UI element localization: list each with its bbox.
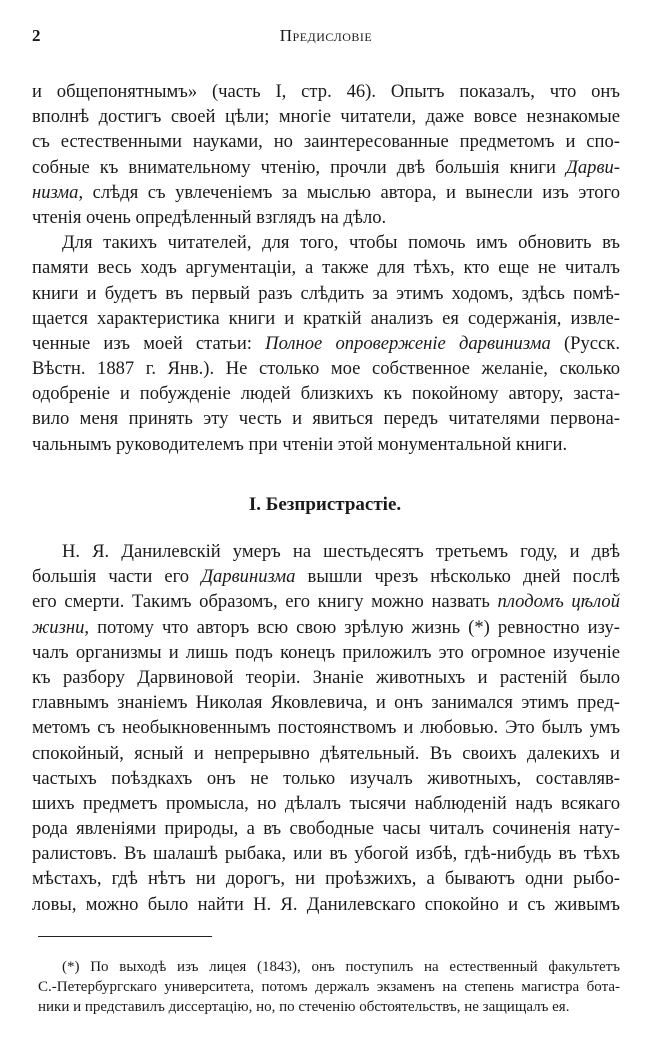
text-line: [32, 381, 620, 406]
text-line: [32, 791, 620, 816]
text-line: [32, 665, 620, 690]
text-segment: , потому что авторъ всю свою зрѣлую жизнь (*) ревностно изу-: [84, 616, 620, 638]
text-segment: Вѣстн. 1887 г. Янв.). Не столько мое собственное желаніе, сколько: [32, 358, 620, 380]
text-segment: чальнымъ руководителемъ при чтеніи этой монументальной книги.: [32, 433, 568, 455]
italic-text: Дарви-: [566, 156, 620, 178]
text-segment: вило меня принять эту честь и явиться передъ читателями первона-: [32, 408, 620, 430]
text-segment: большія части его: [32, 566, 202, 588]
text-segment: ралистовъ. Въ шалашѣ рыбака, или въ убогой избѣ, гдѣ-нибудь въ тѣхъ: [32, 843, 620, 865]
text-segment: памяти весь ходъ аргументаціи, а также для тѣхъ, кто еще не читалъ: [32, 257, 620, 279]
text-segment: ловы, можно было найти Н. Я. Данилевскаго спокойно и съ живымъ: [32, 893, 620, 915]
text-line: [32, 539, 620, 564]
text-segment: спокойный, ясный и непрерывно дѣятельный. Въ своихъ далекихъ и: [32, 742, 620, 764]
text-segment: Для такихъ читателей, для того, чтобы помочь имъ обновить въ: [62, 232, 620, 254]
text-segment: къ разбору Дарвиновой теоріи. Знаніе животныхъ и растеній было: [32, 666, 620, 688]
text-segment: рода явленіями природы, а въ свободные часы читалъ сочиненія нату-: [32, 818, 620, 840]
text-line: [32, 690, 620, 715]
text-segment: одобреніе и побужденіе людей близкихъ къ покойному автору, заста-: [32, 383, 620, 405]
text-line: [32, 432, 620, 457]
text-segment: мѣстахъ, гдѣ нѣтъ ни дорогъ, ни проѣзжихъ, а бываютъ одни рыбо-: [32, 868, 620, 890]
text-segment: метомъ съ необыкновеннымъ постоянствомъ и любовью. Это былъ умъ: [32, 717, 620, 739]
text-line: [32, 180, 620, 205]
text-line: [32, 79, 620, 104]
section-paragraph: [32, 539, 620, 917]
text-segment: и общепонятнымъ» (часть I, стр. 46). Опытъ показалъ, что онъ: [32, 81, 620, 102]
text-line: [32, 741, 620, 766]
page-header: [32, 26, 620, 48]
italic-text: Дарвинизма: [201, 566, 296, 588]
text-line: [32, 564, 620, 589]
text-segment: ченные изъ моей статьи:: [32, 332, 266, 354]
text-line: [32, 356, 620, 381]
text-segment: книги и будетъ въ первый разъ слѣдить за этимъ ходомъ, здѣсь помѣ-: [32, 282, 620, 304]
text-segment: Н. Я. Данилевскій умеръ на шестьдесятъ третьемъ году, и двѣ: [62, 541, 620, 562]
footnote: [38, 957, 620, 1017]
text-segment: собные къ внимательному чтенію, прочли двѣ большія книги: [32, 156, 567, 178]
text-segment: вышли чрезъ нѣсколько дней послѣ: [295, 566, 620, 588]
text-segment: ники и представилъ диссертацію, но, по стеченію обстоятельствъ, не защищалъ ея.: [38, 999, 570, 1015]
text-segment: главнымъ знаніемъ Николая Яковлевича, и онъ занимался этимъ пред-: [32, 692, 620, 714]
text-line: [32, 640, 620, 665]
text-segment: шихъ предметъ промысла, но дѣлалъ тысячи наблюденій надъ всякаго: [32, 792, 620, 814]
text-line: [38, 957, 620, 977]
section-heading: I. Безпристрастіе.: [248, 494, 402, 515]
text-segment: его смерти. Такимъ образомъ, его книгу можно назвать: [32, 591, 498, 613]
footnote-divider: [38, 936, 212, 937]
text-line: [32, 841, 620, 866]
text-segment: частыхъ поѣздкахъ онъ не только изучалъ животныхъ, составляв-: [32, 767, 620, 789]
running-title: Предисловіе: [279, 26, 373, 45]
text-line: [32, 406, 620, 431]
text-segment: щается характеристика книги и краткій анализъ ея содержанія, извле-: [32, 307, 620, 329]
italic-text: низма: [32, 181, 79, 203]
text-line: [32, 892, 620, 917]
text-line: [38, 977, 620, 997]
text-segment: чалъ организмы и лишь подъ конецъ приложилъ это огромное изученіе: [32, 641, 620, 663]
text-segment: , слѣдя съ увлеченіемъ за мыслью автора, и вынесли изъ этого: [78, 181, 620, 203]
text-segment: съ естественными науками, но заинтересованные предметомъ и спо-: [32, 131, 620, 153]
text-line: [32, 230, 620, 255]
text-line: [32, 615, 620, 640]
intro-paragraphs: [32, 79, 620, 457]
text-line: [32, 589, 620, 614]
text-line: [32, 306, 620, 331]
text-line: [32, 281, 620, 306]
text-segment: вполнѣ достигъ своей цѣли; многіе читатели, даже вовсе незнакомые: [32, 106, 620, 128]
text-line: [32, 104, 620, 129]
text-line: [32, 155, 620, 180]
page-number: 2: [32, 26, 41, 45]
text-line: [32, 766, 620, 791]
text-line: [38, 997, 620, 1017]
text-line: [32, 715, 620, 740]
text-segment: С.-Петербургскаго университета, потомъ держалъ экзаменъ на степень магистра бота-: [38, 979, 620, 995]
text-line: [32, 331, 620, 356]
text-segment: чтенія очень опредѣленный взглядъ на дѣло.: [32, 206, 387, 228]
text-line: [32, 129, 620, 154]
italic-text: жизни: [32, 616, 85, 638]
text-line: [32, 255, 620, 280]
text-line: [32, 205, 620, 230]
text-segment: (*) По выходѣ изъ лицея (1843), онъ поступилъ на естественный факультетъ: [62, 959, 620, 975]
italic-text: плодомъ цѣлой: [497, 591, 620, 613]
text-segment: (Русск.: [550, 332, 620, 354]
italic-text: Полное опроверженіе дарвинизма: [265, 332, 551, 354]
text-line: [32, 866, 620, 891]
text-line: [32, 816, 620, 841]
